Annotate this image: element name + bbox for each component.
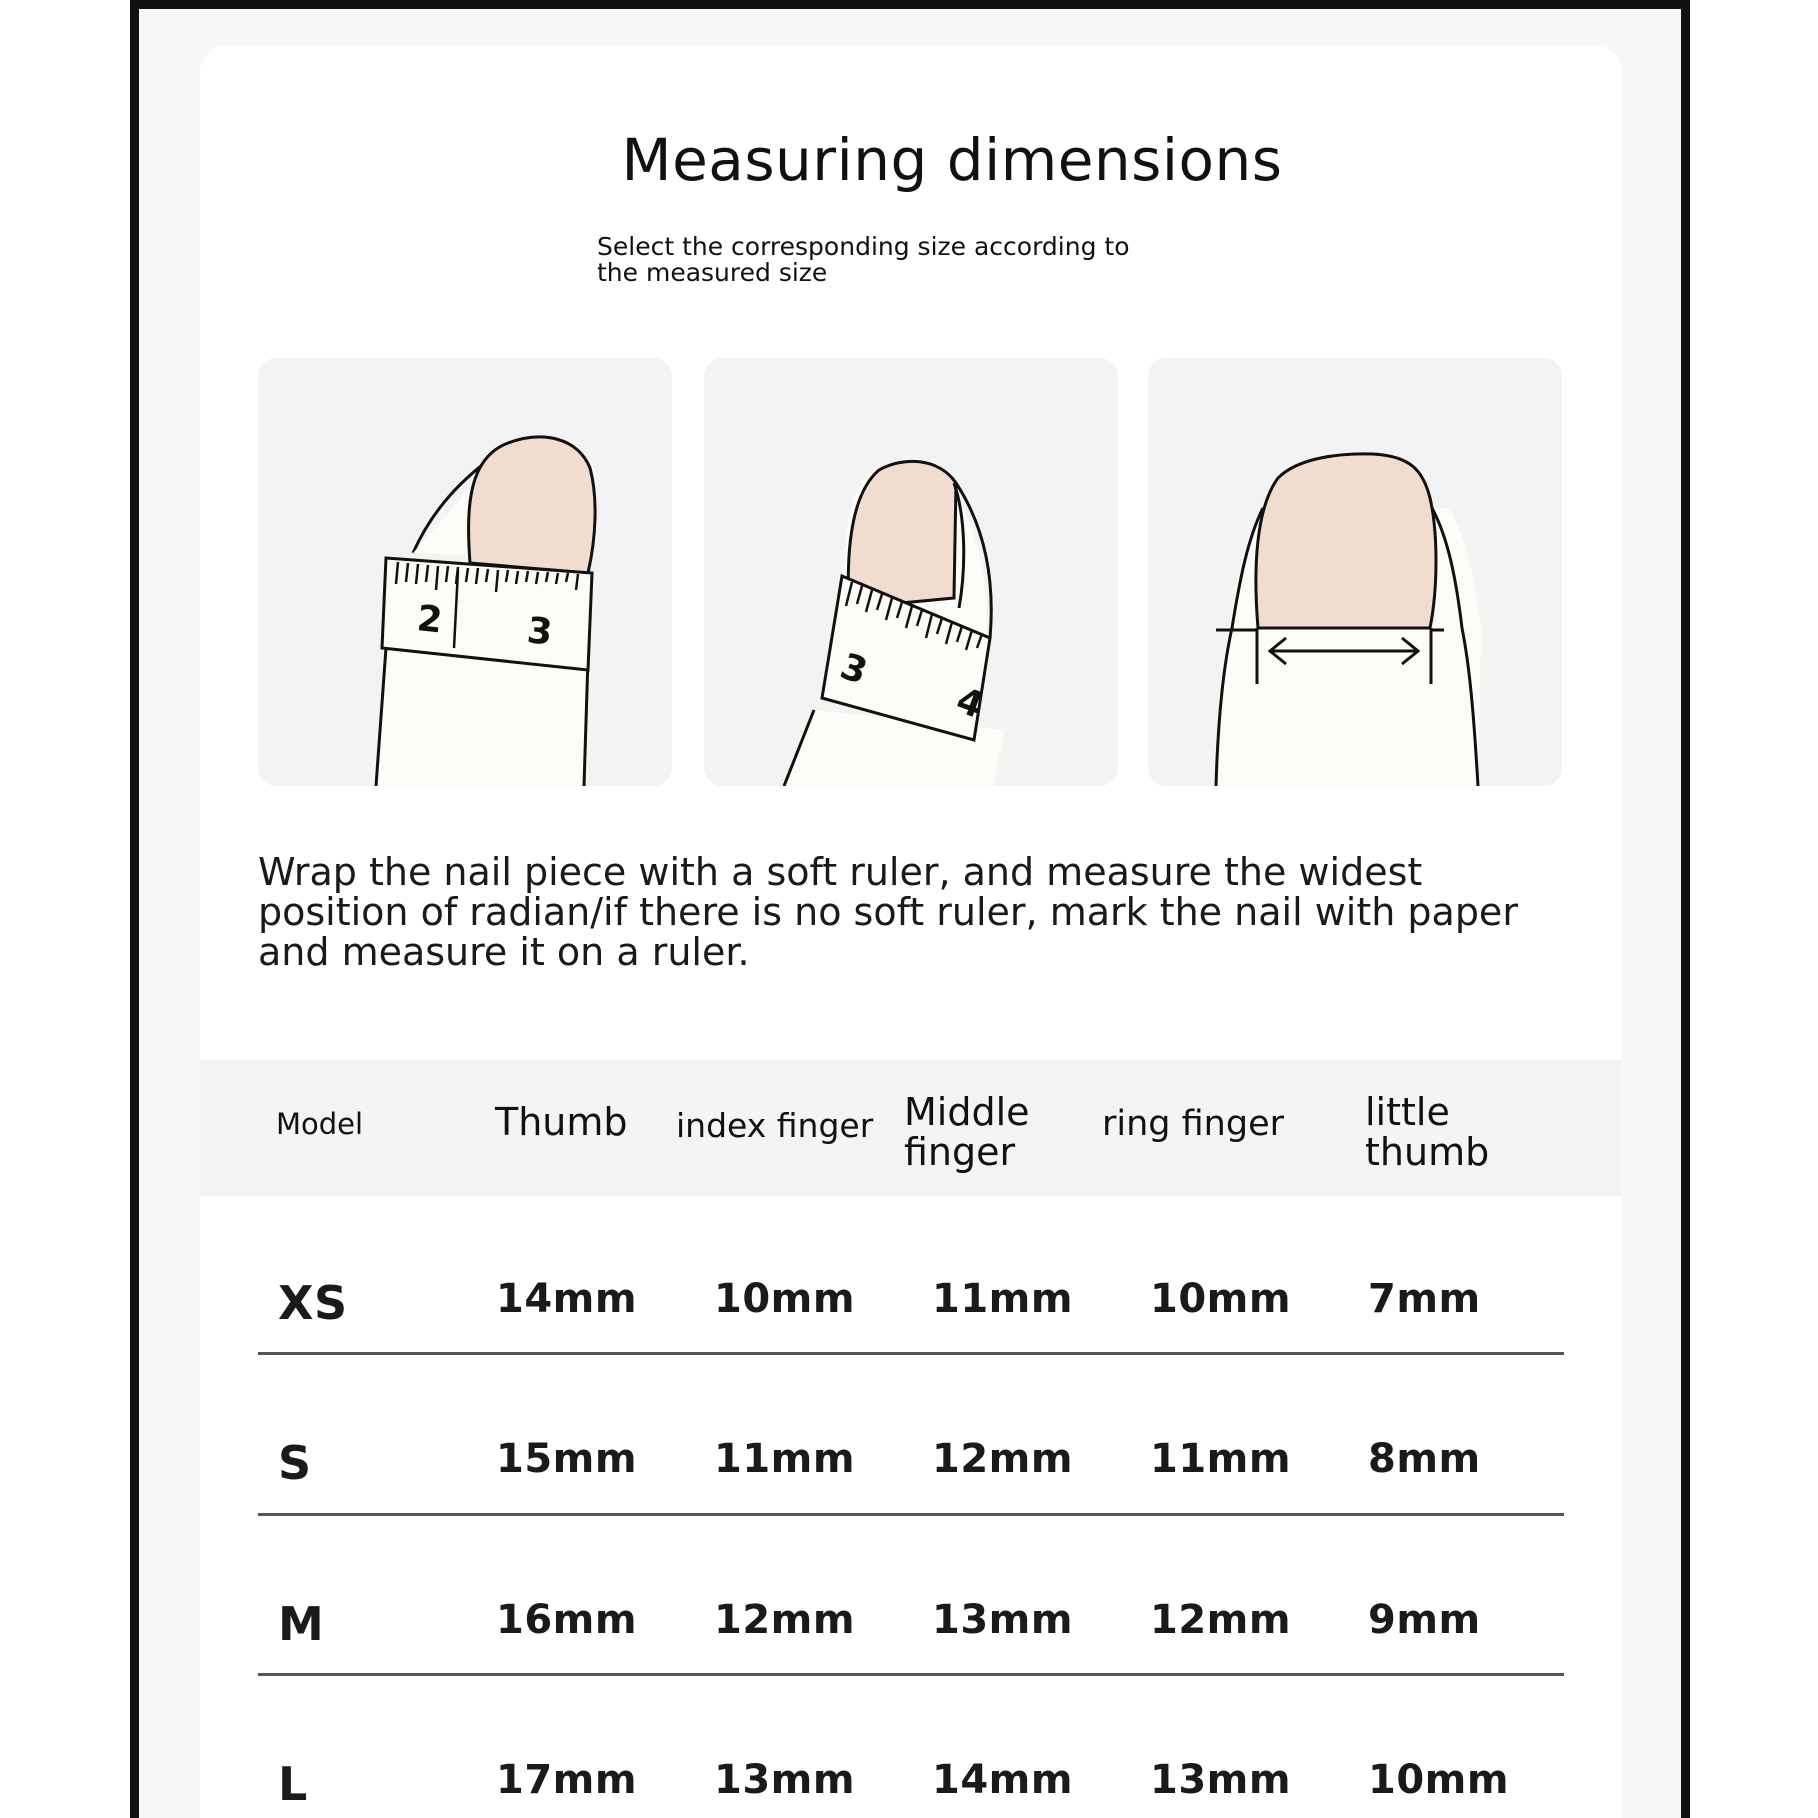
header-little-thumb: little thumb [1365,1090,1490,1174]
middle-finger-value: 13mm [932,1597,1074,1643]
thumb-ruler-illustration [258,358,672,786]
middle-finger-value: 11mm [932,1276,1074,1322]
thumb-value: 15mm [496,1436,638,1482]
header-index-finger: index finger [676,1106,874,1145]
index-finger-value: 12mm [714,1597,856,1643]
header-ring-finger: ring finger [1102,1104,1285,1144]
ring-finger-value: 11mm [1150,1436,1292,1482]
little-thumb-value: 9mm [1368,1597,1481,1643]
ring-finger-value: 10mm [1150,1276,1292,1322]
table-row [258,1705,1564,1818]
ruler-label: 2 [415,598,445,642]
index-finger-value: 11mm [714,1436,856,1482]
ruler-label: 4 [950,679,989,728]
table-row [258,1384,1564,1544]
row-model: XS [278,1276,348,1330]
ruler-label: 3 [834,645,873,694]
little-thumb-value: 8mm [1368,1436,1481,1482]
little-thumb-value: 7mm [1368,1276,1481,1322]
thumb-value: 16mm [496,1597,638,1643]
page-title: Measuring dimensions [621,126,1283,194]
thumb-value: 17mm [496,1757,638,1803]
row-model: S [278,1436,312,1490]
header-thumb: Thumb [495,1100,628,1144]
header-model: Model [276,1107,364,1141]
ruler-label: 3 [525,610,555,654]
finger-ruler-icon [704,358,1118,786]
index-finger-value: 13mm [714,1757,856,1803]
ring-finger-value: 13mm [1150,1757,1292,1803]
page-subtitle: Select the corresponding size according to the measured size [597,232,1130,287]
thumb-value: 14mm [496,1276,638,1322]
header-middle-finger: Middle finger [904,1090,1030,1174]
row-model: M [278,1597,325,1651]
row-divider [258,1673,1564,1676]
little-thumb-value: 10mm [1368,1757,1510,1803]
finger-ruler-illustration [704,358,1118,786]
index-finger-value: 10mm [714,1276,856,1322]
middle-finger-value: 14mm [932,1757,1074,1803]
row-divider [258,1352,1564,1355]
measuring-instructions: Wrap the nail piece with a soft ruler, and measure the widest position of radian/if there is no soft ruler, mark the nail with paper and measure it on a ruler. [258,850,1518,974]
row-divider [258,1513,1564,1516]
illustration-row [258,358,1564,790]
nail-width-illustration [1148,358,1562,786]
table-row [258,1545,1564,1705]
thumb-ruler-icon [258,358,672,786]
row-model: L [278,1757,308,1811]
table-row [258,1224,1564,1384]
nail-width-arrow-icon [1148,358,1562,786]
middle-finger-value: 12mm [932,1436,1074,1482]
ring-finger-value: 12mm [1150,1597,1292,1643]
